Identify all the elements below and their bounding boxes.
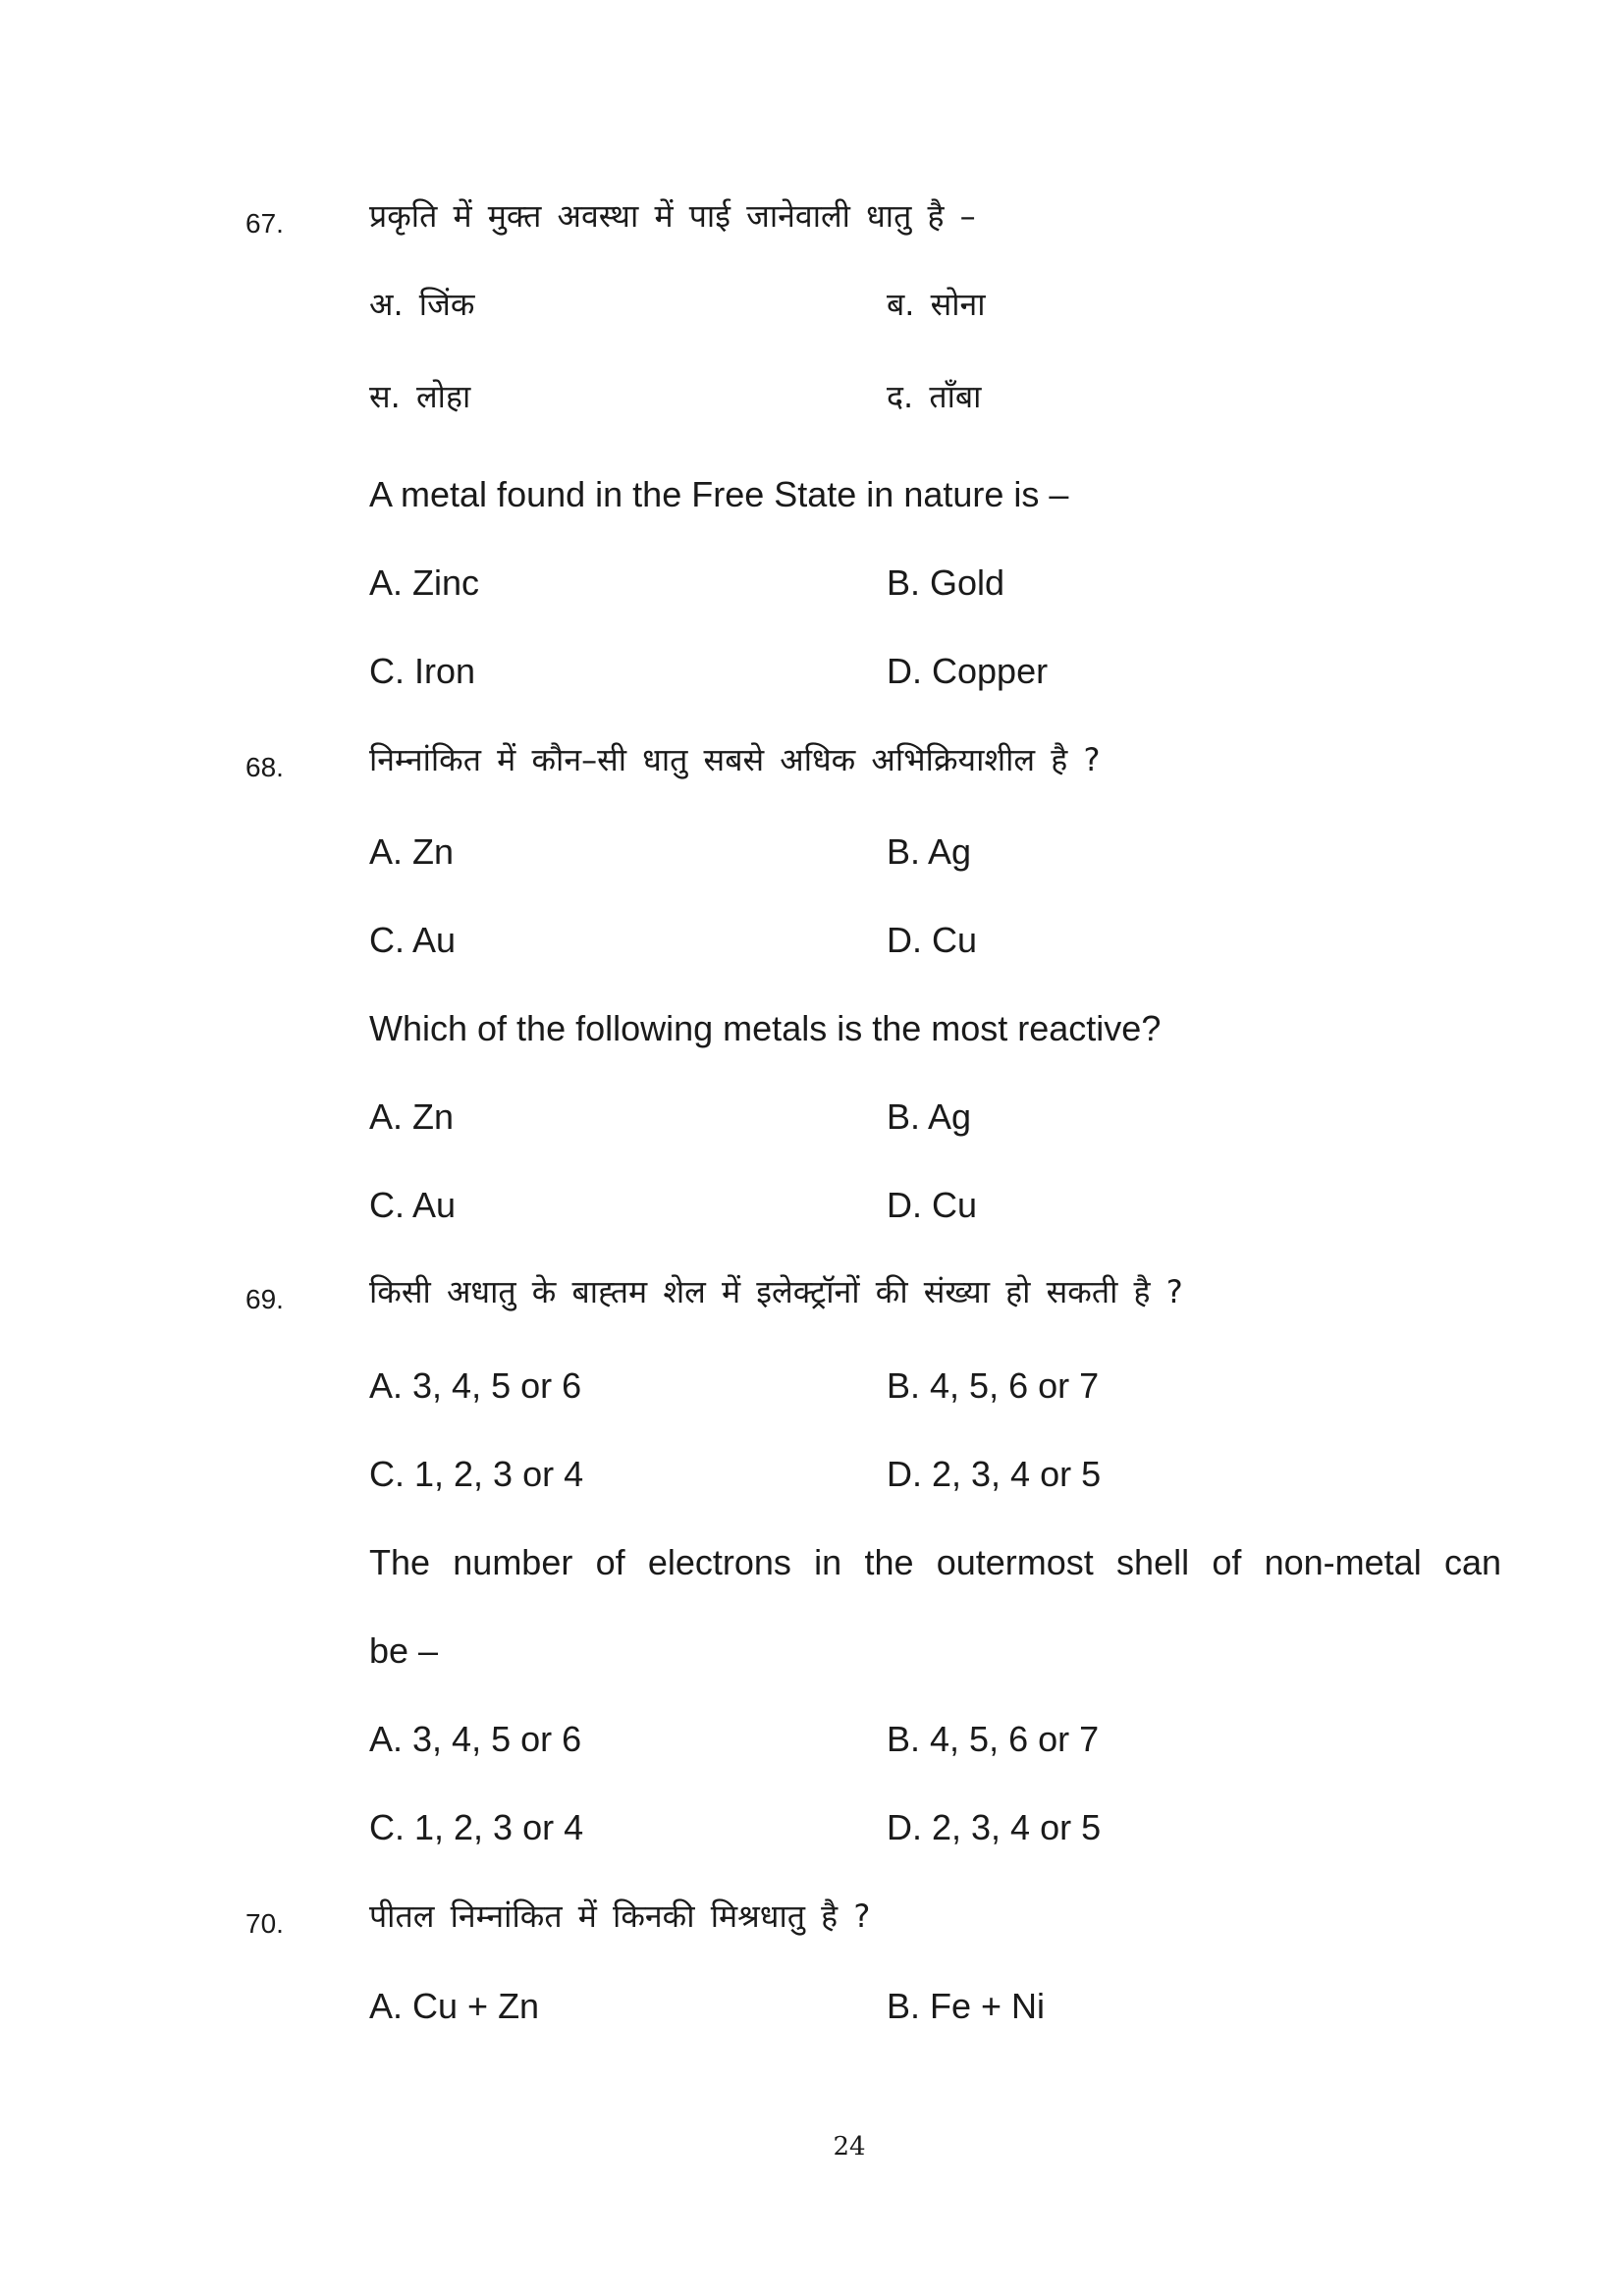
option-a-hindi: A. 3, 4, 5 or 6 [369, 1365, 582, 1406]
option-d-hindi: द. ताँबा [887, 378, 982, 415]
option-b-english: B. Gold [887, 562, 1005, 603]
question-text-hindi: किसी अधातु के बाह्तम शेल में इलेक्ट्रॉनों की संख्या हो सकती है ? [369, 1273, 1183, 1310]
option-c-hindi: स. लोहा [369, 378, 471, 415]
option-c-english: C. Iron [369, 651, 476, 691]
option-d-hindi: D. 2, 3, 4 or 5 [887, 1454, 1102, 1494]
option-d-hindi: D. Cu [887, 920, 978, 960]
option-d-english: D. Cu [887, 1185, 978, 1225]
option-a-english: A. Zn [369, 1096, 455, 1137]
question-number: 70. [245, 1908, 284, 1939]
option-c-hindi: C. Au [369, 920, 457, 960]
option-d-english: D. 2, 3, 4 or 5 [887, 1807, 1102, 1847]
question-text-english: Which of the following metals is the most reactive? [369, 1008, 1162, 1048]
option-c-hindi: C. 1, 2, 3 or 4 [369, 1454, 584, 1494]
page-number: 24 [833, 2132, 866, 2162]
option-b-hindi: ब. सोना [887, 286, 986, 323]
option-b-hindi: B. 4, 5, 6 or 7 [887, 1365, 1100, 1406]
option-c-english: C. 1, 2, 3 or 4 [369, 1807, 584, 1847]
option-b-english: B. 4, 5, 6 or 7 [887, 1719, 1100, 1759]
question-number: 68. [245, 752, 284, 782]
question-text-english: A metal found in the Free State in nature is – [369, 474, 1069, 514]
question-text-english-line1: The number of electrons in the outermost shell of non-metal can [369, 1542, 1501, 1582]
option-a-hindi: A. Zn [369, 831, 455, 872]
option-a-hindi: A. Cu + Zn [369, 1986, 540, 2026]
question-number: 69. [245, 1284, 284, 1314]
option-b-hindi: B. Fe + Ni [887, 1986, 1046, 2026]
option-b-english: B. Ag [887, 1096, 972, 1137]
question-text-hindi: पीतल निम्नांकित में किनकी मिश्रधातु है ? [369, 1897, 871, 1935]
option-a-hindi: अ. जिंक [369, 286, 475, 323]
option-a-english: A. Zinc [369, 562, 480, 603]
question-text-hindi: प्रकृति में मुक्त अवस्था में पाई जानेवाली धातु है – [369, 197, 976, 235]
question-number: 67. [245, 208, 284, 239]
option-c-english: C. Au [369, 1185, 457, 1225]
question-text-hindi: निम्नांकित में कौन–सी धातु सबसे अधिक अभिक्रियाशील है ? [369, 741, 1101, 778]
option-a-english: A. 3, 4, 5 or 6 [369, 1719, 582, 1759]
question-text-english-line2: be – [369, 1630, 439, 1671]
option-b-hindi: B. Ag [887, 831, 972, 872]
option-d-english: D. Copper [887, 651, 1049, 691]
